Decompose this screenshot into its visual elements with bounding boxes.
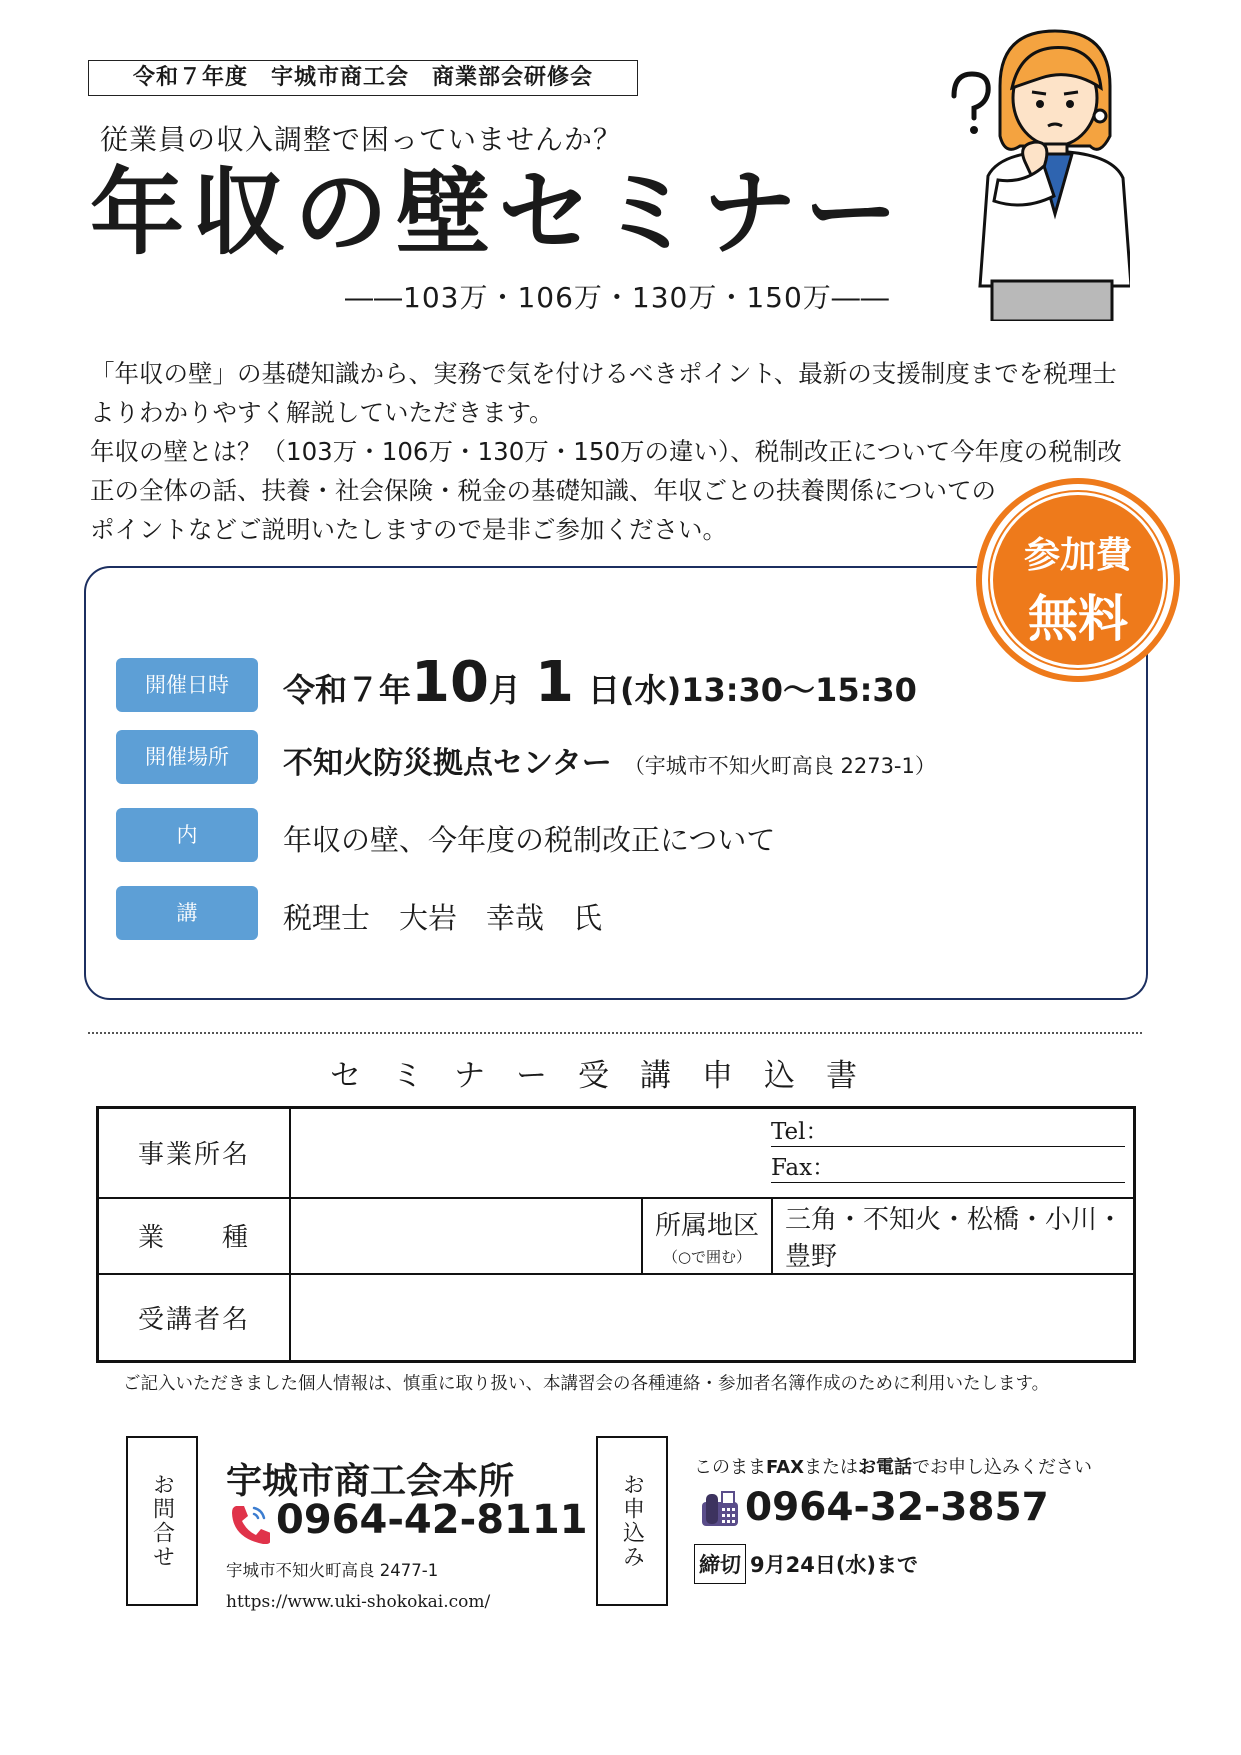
- apply-fax-number[interactable]: 0964-32-3857: [745, 1485, 1049, 1530]
- deadline-label: 締切: [694, 1544, 746, 1584]
- office-address: 宇城市不知火町高良 2477-1: [226, 1561, 439, 1580]
- attendee-label: 受講者名: [98, 1274, 291, 1362]
- company-label: 事業所名: [98, 1108, 291, 1198]
- area-label-text: 所属地区: [654, 1210, 759, 1241]
- company-field[interactable]: [290, 1108, 1135, 1198]
- event-date: [283, 650, 917, 715]
- attendee-field[interactable]: [290, 1274, 1135, 1362]
- page-title: 年収の壁セミナー: [90, 158, 907, 268]
- intro-line: よりわかりやすく解説していただきます。: [90, 398, 554, 427]
- apply-note-mid: または: [804, 1457, 859, 1478]
- apply-note-pre: このまま: [694, 1457, 766, 1478]
- deadline: [694, 1544, 918, 1584]
- date-weekday-time: 日(水)13:30～15:30: [587, 671, 917, 709]
- intro-line: ポイントなどご説明いたしますので是非ご参加ください。: [90, 515, 727, 544]
- office-phone[interactable]: 0964-42-8111: [276, 1497, 588, 1543]
- badge-line1: 参加費: [1023, 535, 1132, 576]
- area-note: （○で囲む）: [662, 1247, 752, 1266]
- apply-vertical-label: お申込み: [596, 1436, 668, 1606]
- date-month-unit: 月: [488, 671, 521, 709]
- intro-line: 年収の壁とは？（103万・106万・130万・150万の違い）、税制改正について今年度の税制改: [90, 437, 1122, 466]
- cut-line: [88, 1032, 1142, 1034]
- event-label: 令和７年度 宇城市商工会 商業部会研修会: [88, 60, 638, 96]
- date-era: 令和７年: [283, 671, 412, 709]
- event-content: 年収の壁、今年度の税制改正について: [283, 823, 776, 857]
- tag-content: 内: [116, 808, 258, 862]
- badge-ring: [990, 492, 1166, 668]
- date-month: 10: [411, 650, 489, 715]
- form-title: セミナー受講申込書: [330, 1058, 888, 1094]
- apply-note: [694, 1453, 1092, 1479]
- catch-copy: 従業員の収入調整で困っていませんか？: [100, 123, 623, 156]
- thinking-woman-illustration: [940, 26, 1130, 321]
- area-label: [642, 1198, 772, 1274]
- event-lecturer: 税理士 大岩 幸哉 氏: [283, 901, 603, 935]
- fax-field[interactable]: Fax：: [771, 1149, 1125, 1183]
- event-venue: [283, 738, 936, 782]
- privacy-note: ご記入いただきました個人情報は、慎重に取り扱い、本講習会の各種連絡・参加者名簿作成のために利用いたします。: [123, 1374, 1050, 1394]
- deadline-value: 9月24日(水)まで: [750, 1553, 919, 1577]
- tag-venue: 開催場所: [116, 730, 258, 784]
- date-day: 1: [534, 650, 574, 715]
- application-form: [96, 1106, 1136, 1363]
- apply-note-phone: お電話: [858, 1457, 913, 1478]
- subtitle: ――103万・106万・130万・150万――: [345, 281, 890, 314]
- free-badge: [982, 484, 1174, 676]
- industry-label: 業 種: [98, 1198, 291, 1274]
- intro-line: 正の全体の話、扶養・社会保険・税金の基礎知識、年収ごとの扶養関係についての: [90, 476, 997, 505]
- intro-line: 「年収の壁」の基礎知識から、実務で気を付けるべきポイント、最新の支援制度までを税理士: [90, 359, 1117, 388]
- industry-field[interactable]: [290, 1198, 642, 1274]
- tel-field[interactable]: Tel：: [771, 1113, 1125, 1147]
- contact-vertical-label: お問合せ: [126, 1436, 198, 1606]
- fax-icon: [700, 1490, 740, 1528]
- apply-note-fax: FAX: [766, 1457, 805, 1478]
- tag-lecturer: 講師: [116, 886, 258, 940]
- phone-icon: [228, 1502, 270, 1544]
- tag-date: 開催日時: [116, 658, 258, 712]
- office-url[interactable]: https://www.uki-shokokai.com/: [226, 1592, 491, 1612]
- area-options[interactable]: 三角・不知火・松橋・小川・豊野: [772, 1198, 1135, 1274]
- venue-name: 不知火防災拠点センター: [283, 746, 612, 781]
- apply-note-post: でお申し込みください: [912, 1457, 1093, 1478]
- venue-address: （宇城市不知火町高良 2273-1）: [623, 754, 936, 778]
- office-name: 宇城市商工会本所: [226, 1461, 515, 1502]
- badge-line2: 無料: [1028, 590, 1128, 648]
